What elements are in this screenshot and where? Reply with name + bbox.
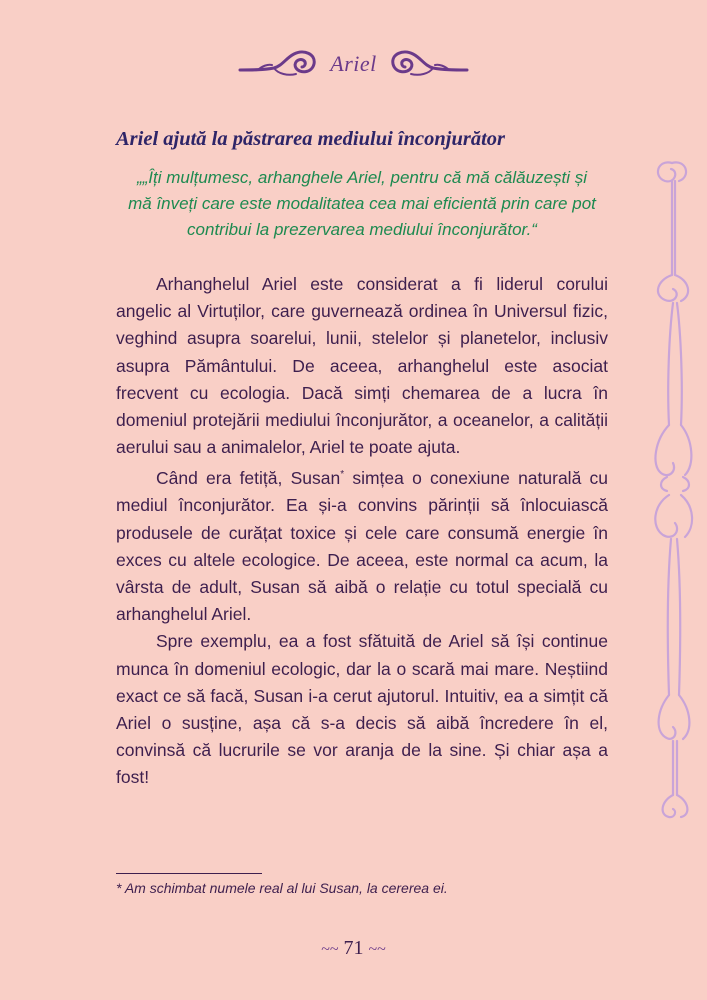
header-title: Ariel [330, 51, 377, 76]
body-paragraph-1: Arhanghelul Ariel este considerat a fi liderul corului angelic al Virtuților, care guvernează ordinea în Universul fizic, veghind asupra soarelui, lunii, stelelor și planetelor, inclusiv asupra Pământului. De aceea, arhanghelul este asociat frecvent cu ecologia. Dacă simți chemarea de a lucra în domeniul protejării mediului înconjurător, a oceanelor, a calității aerului sau a animalelor, Ariel te poate ajuta. [116, 274, 608, 458]
main-content [116, 128, 608, 792]
page-number: 71 [343, 937, 364, 959]
page-number-left-ornament: ~~ [321, 941, 339, 958]
running-header [0, 44, 707, 84]
footnote: * Am schimbat numele real al lui Susan, la cererea ei. [116, 880, 448, 896]
decorative-side-border-icon [647, 155, 697, 820]
body-paragraph-2 [116, 461, 608, 628]
page-number-right-ornament: ~~ [368, 941, 386, 958]
page-number-block [0, 937, 707, 960]
right-flourish-icon [389, 46, 469, 82]
footnote-marker: * [340, 469, 345, 481]
left-flourish-icon [238, 46, 318, 82]
paragraph-2-text-start: Când era fetiță, Susan [156, 468, 341, 489]
section-title: Ariel ajută la păstrarea mediului înconjurător [116, 128, 506, 150]
footnote-divider [116, 873, 262, 874]
paragraph-2-text-end: simțea o conexiune naturală cu mediul înconjurător. Ea și-a convins părinții să înlocuiască produsele de curățat toxice și cele care consumă energie în exces cu altele ecologice. De aceea, este normal ca acum, la vârsta de adult, Susan să aibă o relație cu totul specială cu arhanghelul Ariel. [116, 468, 609, 625]
body-paragraph-3: Spre exemplu, ea a fost sfătuită de Ariel să își continue munca în domeniul ecologic, dar la o scară mai mare. Neștiind exact ce să facă, Susan i-a cerut ajutorul. Intuitiv, ea a simțit că Ariel o susține, așa că s-a decis să aibă încredere în el, convinsă că lucrurile se vor aranja de la sine. Și chiar așa a fost! [116, 631, 608, 788]
prayer-quote: „„Îți mulțumesc, arhanghele Ariel, pentru că mă călăuzești și mă înveți care este modalitatea cea mai eficientă prin care pot contribui la prezervarea mediului înconjurător.“ [128, 168, 596, 239]
